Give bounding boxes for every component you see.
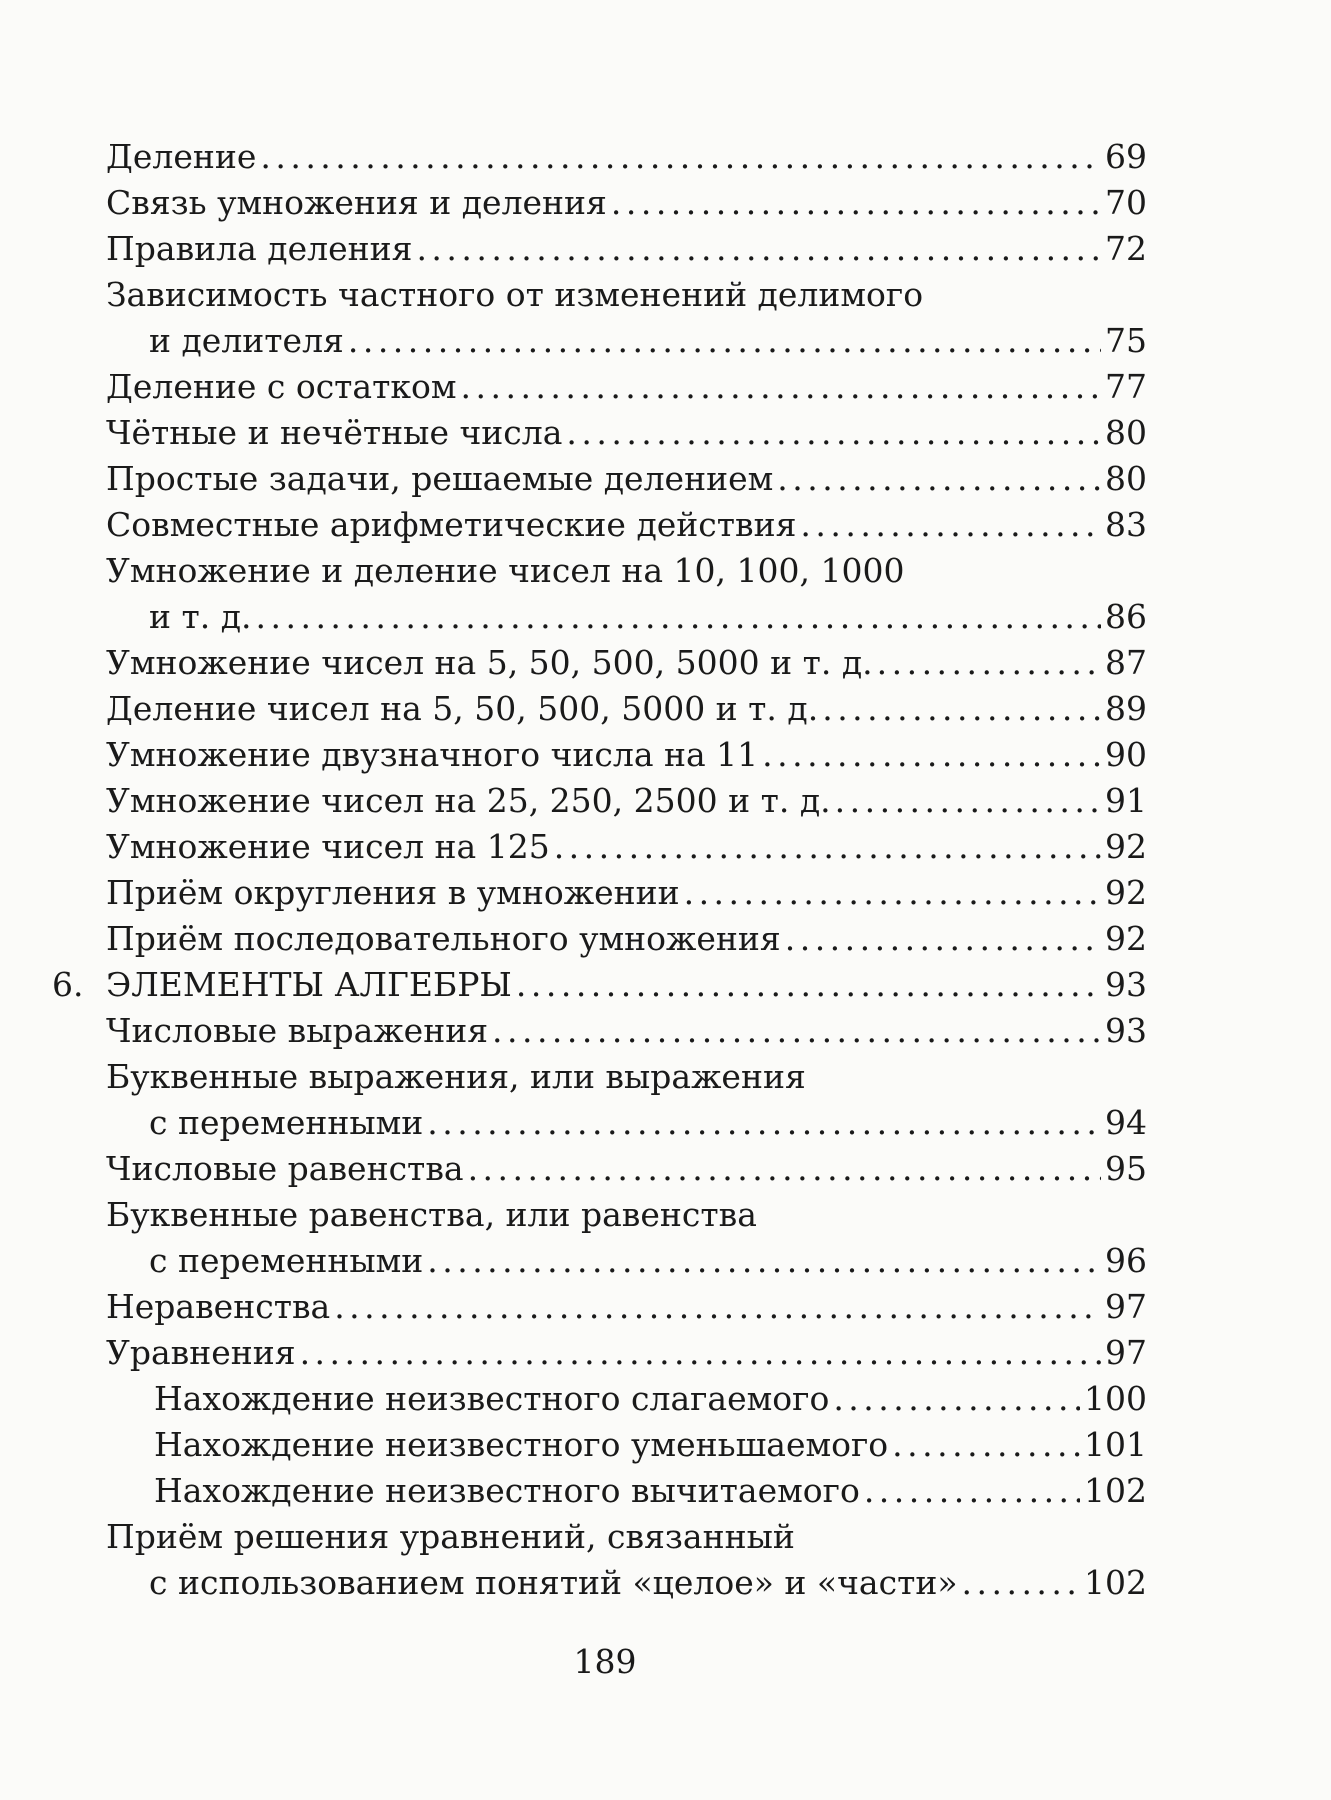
toc-entry-title: Деление xyxy=(106,137,257,176)
dot-leader xyxy=(554,824,1101,870)
dot-leader xyxy=(468,1146,1101,1192)
toc-entry xyxy=(52,594,1147,640)
toc-entry xyxy=(52,1146,1147,1192)
dot-leader xyxy=(492,1008,1101,1054)
toc-entry-title: Умножение чисел на 25, 250, 2500 и т. д. xyxy=(106,781,831,820)
section-number: 6. xyxy=(52,965,84,1004)
toc-entry xyxy=(52,134,1147,180)
toc-entry-title: Буквенные равенства, или равенства xyxy=(106,1195,757,1234)
toc-entry-title: с переменными xyxy=(149,1103,424,1142)
toc-entry-page: 102 xyxy=(1084,1563,1147,1602)
toc-entry-title: Простые задачи, решаемые делением xyxy=(106,459,774,498)
toc-entry xyxy=(52,1284,1147,1330)
toc-entry xyxy=(52,916,1147,962)
toc-entry-page: 80 xyxy=(1105,459,1147,498)
dot-leader xyxy=(835,778,1101,824)
toc-entry xyxy=(52,1422,1147,1468)
toc-entry-title: Числовые равенства xyxy=(106,1149,464,1188)
toc-entry-title: Нахождение неизвестного слагаемого xyxy=(154,1379,830,1418)
toc-entry-page: 95 xyxy=(1105,1149,1147,1188)
toc-entry-title: с использованием понятий «целое» и «части» xyxy=(149,1563,958,1602)
toc-entry-page: 69 xyxy=(1105,137,1147,176)
toc-entry-title: Умножение двузначного числа на 11 xyxy=(106,735,759,774)
toc-entry-title: Деление с остатком xyxy=(106,367,457,406)
toc-entry-page: 86 xyxy=(1105,597,1147,636)
toc-entry-page: 97 xyxy=(1105,1287,1147,1326)
toc-entry xyxy=(52,1100,1147,1146)
dot-leader xyxy=(260,134,1101,180)
toc-entry-title: Приём округления в умножении xyxy=(106,873,680,912)
page-number: 189 xyxy=(573,1642,637,1681)
toc-entry xyxy=(52,686,1147,732)
toc-entry-title: Деление чисел на 5, 50, 500, 5000 и т. д. xyxy=(106,689,819,728)
dot-leader xyxy=(611,180,1101,226)
toc-entry xyxy=(52,1468,1147,1514)
dot-leader xyxy=(300,1330,1101,1376)
toc-entry xyxy=(52,1008,1147,1054)
dot-leader xyxy=(566,410,1101,456)
toc-entry-title: Правила деления xyxy=(106,229,413,268)
dot-leader xyxy=(461,364,1101,410)
dot-leader xyxy=(892,1422,1080,1468)
dot-leader xyxy=(777,456,1101,502)
dot-leader xyxy=(684,870,1101,916)
toc-entry-page: 93 xyxy=(1105,1011,1147,1050)
toc-entry-title: Чётные и нечётные числа xyxy=(106,413,563,452)
toc-entry xyxy=(52,272,1147,318)
toc-entry-page: 70 xyxy=(1105,183,1147,222)
toc-entry xyxy=(52,318,1147,364)
toc-entry-page: 97 xyxy=(1105,1333,1147,1372)
toc-entry-title: с переменными xyxy=(149,1241,424,1280)
toc-entry xyxy=(52,778,1147,824)
toc-entry-title: Буквенные выражения, или выражения xyxy=(106,1057,806,1096)
toc-entry-title: Умножение чисел на 125 xyxy=(106,827,550,866)
toc-entry-title: Нахождение неизвестного вычитаемого xyxy=(154,1471,860,1510)
toc-entry-title: Умножение и деление чисел на 10, 100, 1000 xyxy=(106,551,905,590)
toc-entry-title: Умножение чисел на 5, 50, 500, 5000 и т. д. xyxy=(106,643,873,682)
toc-entry-page: 87 xyxy=(1105,643,1147,682)
toc-entry-title: Неравенства xyxy=(106,1287,331,1326)
toc-entry-page: 96 xyxy=(1105,1241,1147,1280)
toc-entry-page: 72 xyxy=(1105,229,1147,268)
toc-entry xyxy=(52,1514,1147,1560)
toc-entry-page: 83 xyxy=(1105,505,1147,544)
dot-leader xyxy=(256,594,1101,640)
toc-entry xyxy=(52,732,1147,778)
toc-entry xyxy=(52,226,1147,272)
toc-entry-page: 75 xyxy=(1105,321,1147,360)
toc-entry-page: 92 xyxy=(1105,827,1147,866)
toc-entry-title: Приём решения уравнений, связанный xyxy=(106,1517,795,1556)
dot-leader xyxy=(833,1376,1080,1422)
toc-entry xyxy=(52,824,1147,870)
dot-leader xyxy=(800,502,1101,548)
dot-leader xyxy=(348,318,1101,364)
toc-entry xyxy=(52,1238,1147,1284)
toc-entry-page: 102 xyxy=(1084,1471,1147,1510)
toc-entry-title: Уравнения xyxy=(106,1333,296,1372)
dot-leader xyxy=(822,686,1101,732)
dot-leader xyxy=(416,226,1101,272)
toc-entry xyxy=(52,180,1147,226)
toc-entry-title: Приём последовательного умножения xyxy=(106,919,781,958)
toc-entry-title: Зависимость частного от изменений делимого xyxy=(106,275,924,314)
toc-entry-title: Связь умножения и деления xyxy=(106,183,607,222)
toc-entry-title: и т. д. xyxy=(149,597,252,636)
dot-leader xyxy=(516,962,1101,1008)
toc-entry xyxy=(52,364,1147,410)
toc-entry xyxy=(52,1376,1147,1422)
dot-leader xyxy=(427,1100,1101,1146)
toc-entry-page: 101 xyxy=(1084,1425,1147,1464)
toc-entry xyxy=(52,1054,1147,1100)
table-of-contents xyxy=(52,134,1147,1606)
toc-entry-page: 77 xyxy=(1105,367,1147,406)
toc-entry-page: 90 xyxy=(1105,735,1147,774)
toc-entry xyxy=(52,870,1147,916)
toc-entry xyxy=(52,1330,1147,1376)
toc-entry xyxy=(52,410,1147,456)
toc-entry-title: и делителя xyxy=(149,321,344,360)
toc-entry-page: 93 xyxy=(1105,965,1147,1004)
dot-leader xyxy=(762,732,1101,778)
toc-entry-page: 100 xyxy=(1084,1379,1147,1418)
dot-leader xyxy=(877,640,1101,686)
toc-section-heading xyxy=(52,962,1147,1008)
dot-leader xyxy=(962,1560,1080,1606)
toc-entry-page: 89 xyxy=(1105,689,1147,728)
toc-entry-title: Числовые выражения xyxy=(106,1011,489,1050)
toc-entry-title: ЭЛЕМЕНТЫ АЛГЕБРЫ xyxy=(106,965,512,1004)
toc-entry-title: Совместные арифметические действия xyxy=(106,505,797,544)
toc-entry-page: 80 xyxy=(1105,413,1147,452)
toc-entry xyxy=(52,502,1147,548)
toc-entry-page: 92 xyxy=(1105,919,1147,958)
toc-entry xyxy=(52,456,1147,502)
toc-entry-page: 92 xyxy=(1105,873,1147,912)
toc-entry xyxy=(52,548,1147,594)
toc-entry xyxy=(52,640,1147,686)
dot-leader xyxy=(334,1284,1101,1330)
toc-entry-page: 94 xyxy=(1105,1103,1147,1142)
toc-entry xyxy=(52,1560,1147,1606)
dot-leader xyxy=(864,1468,1080,1514)
dot-leader xyxy=(427,1238,1101,1284)
toc-entry-page: 91 xyxy=(1105,781,1147,820)
dot-leader xyxy=(785,916,1101,962)
toc-entry xyxy=(52,1192,1147,1238)
toc-entry-title: Нахождение неизвестного уменьшаемого xyxy=(154,1425,889,1464)
